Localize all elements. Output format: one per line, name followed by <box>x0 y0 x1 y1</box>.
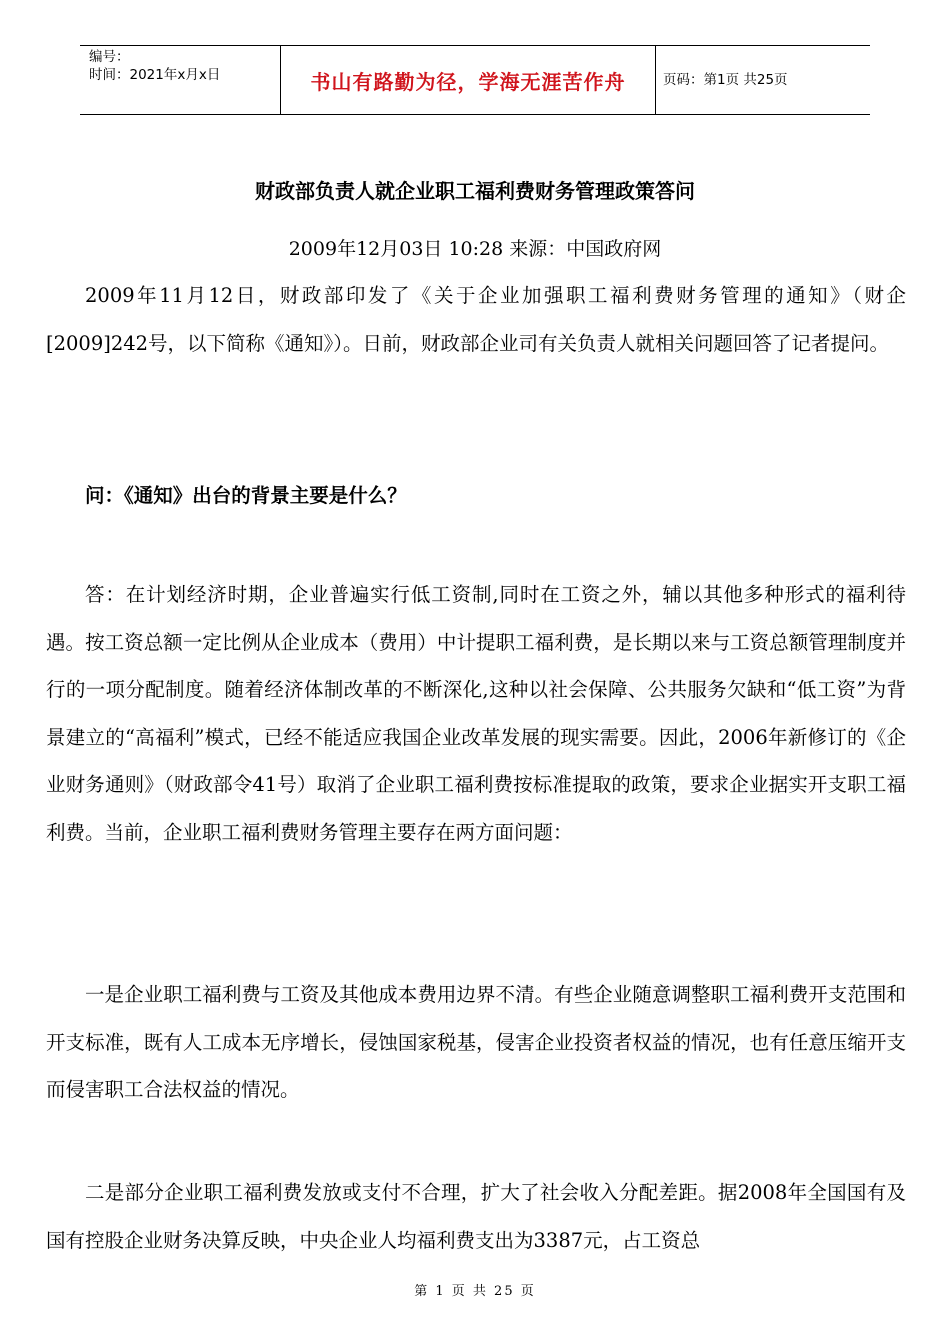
document-date-label: 时间：2021年x月x日 <box>89 67 221 83</box>
paragraph-question: 问：《通知》出台的背景主要是什么？ <box>85 484 407 507</box>
paragraph-point-one: 一是企业职工福利费与工资及其他成本费用边界不清。有些企业随意调整职工福利费开支范围和开支标准，既有人工成本无序增长，侵蚀国家税基，侵害企业投资者权益的情况，也有任意压缩开支而侵害职工合法权益的情况。 <box>46 983 906 1101</box>
header-page-cell <box>655 46 870 114</box>
document-title: 财政部负责人就企业职工福利费财务管理政策答问 <box>255 179 695 203</box>
header-info-cell <box>80 46 280 114</box>
page-footer: 第 1 页 共 25 页 <box>414 1284 536 1299</box>
page-header <box>80 45 870 115</box>
document-number-label: 编号： <box>89 49 130 65</box>
header-page-info: 页码：第1页 共25页 <box>663 71 788 88</box>
paragraph-point-two: 二是部分企业职工福利费发放或支付不合理，扩大了社会收入分配差距。据2008年全国国有及国有控股企业财务决算反映，中央企业人均福利费支出为3387元，占工资总 <box>46 1181 906 1252</box>
paragraph-intro: 2009年11月12日，财政部印发了《关于企业加强职工福利费财务管理的通知》（财企[2009]242号，以下简称《通知》）。日前，财政部企业司有关负责人就相关问题回答了记者提问。 <box>46 284 906 355</box>
document-meta: 2009年12月03日 10:28 来源：中国政府网 <box>288 238 662 260</box>
header-motto: 书山有路勤为径，学海无涯苦作舟 <box>310 69 626 94</box>
header-motto-cell <box>280 46 656 114</box>
paragraph-answer: 答：在计划经济时期，企业普遍实行低工资制,同时在工资之外，辅以其他多种形式的福利待遇。按工资总额一定比例从企业成本（费用）中计提职工福利费，是长期以来与工资总额管理制度并行的一项分配制度。随着经济体制改革的不断深化,这种以社会保障、公共服务欠缺和“低工资”为背景建立的“高福利”模式，已经不能适应我国企业改革发展的现实需要。因此，2006年新修订的《企业财务通则》（财政部令41号）取消了企业职工福利费按标准提取的政策，要求企业据实开支职工福利费。当前，企业职工福利费财务管理主要存在两方面问题： <box>46 583 906 844</box>
